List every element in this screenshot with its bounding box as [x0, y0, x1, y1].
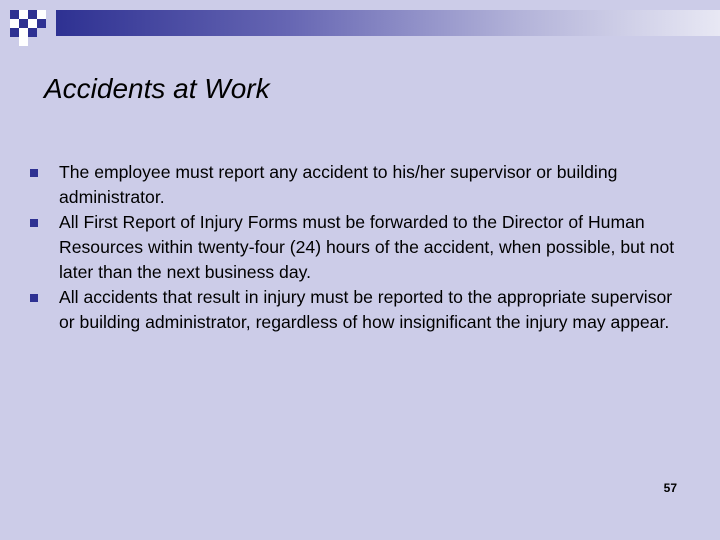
decor-square — [19, 19, 28, 28]
square-bullet-icon — [30, 219, 38, 227]
decor-square — [10, 19, 19, 28]
decor-square — [19, 37, 28, 46]
page-number: 57 — [663, 481, 677, 495]
square-bullet-icon — [30, 294, 38, 302]
slide-title: Accidents at Work — [44, 73, 270, 104]
bullet-text: The employee must report any accident to his/her supervisor or building administrator. — [59, 162, 618, 207]
decor-square — [28, 19, 37, 28]
header-band — [56, 10, 720, 36]
decor-square — [10, 10, 19, 19]
bullet-text: All accidents that result in injury must be reported to the appropriate supervisor or building administrator, regardless of how insignificant the injury may appear. — [59, 287, 673, 332]
decor-square — [28, 28, 37, 37]
square-bullet-icon — [30, 169, 38, 177]
bullet-item — [30, 285, 690, 335]
bullet-list — [30, 160, 690, 335]
decor-square — [19, 28, 28, 37]
decor-square — [37, 10, 46, 19]
decor-square — [19, 10, 28, 19]
bullet-text: All First Report of Injury Forms must be forwarded to the Director of Human Resources within twenty-four (24) hours of the accident, when possible, but not later than the next business day. — [59, 212, 675, 282]
bullet-item — [30, 160, 690, 210]
decor-square — [37, 19, 46, 28]
decor-square — [10, 28, 19, 37]
bullet-item — [30, 210, 690, 285]
decor-square — [28, 10, 37, 19]
